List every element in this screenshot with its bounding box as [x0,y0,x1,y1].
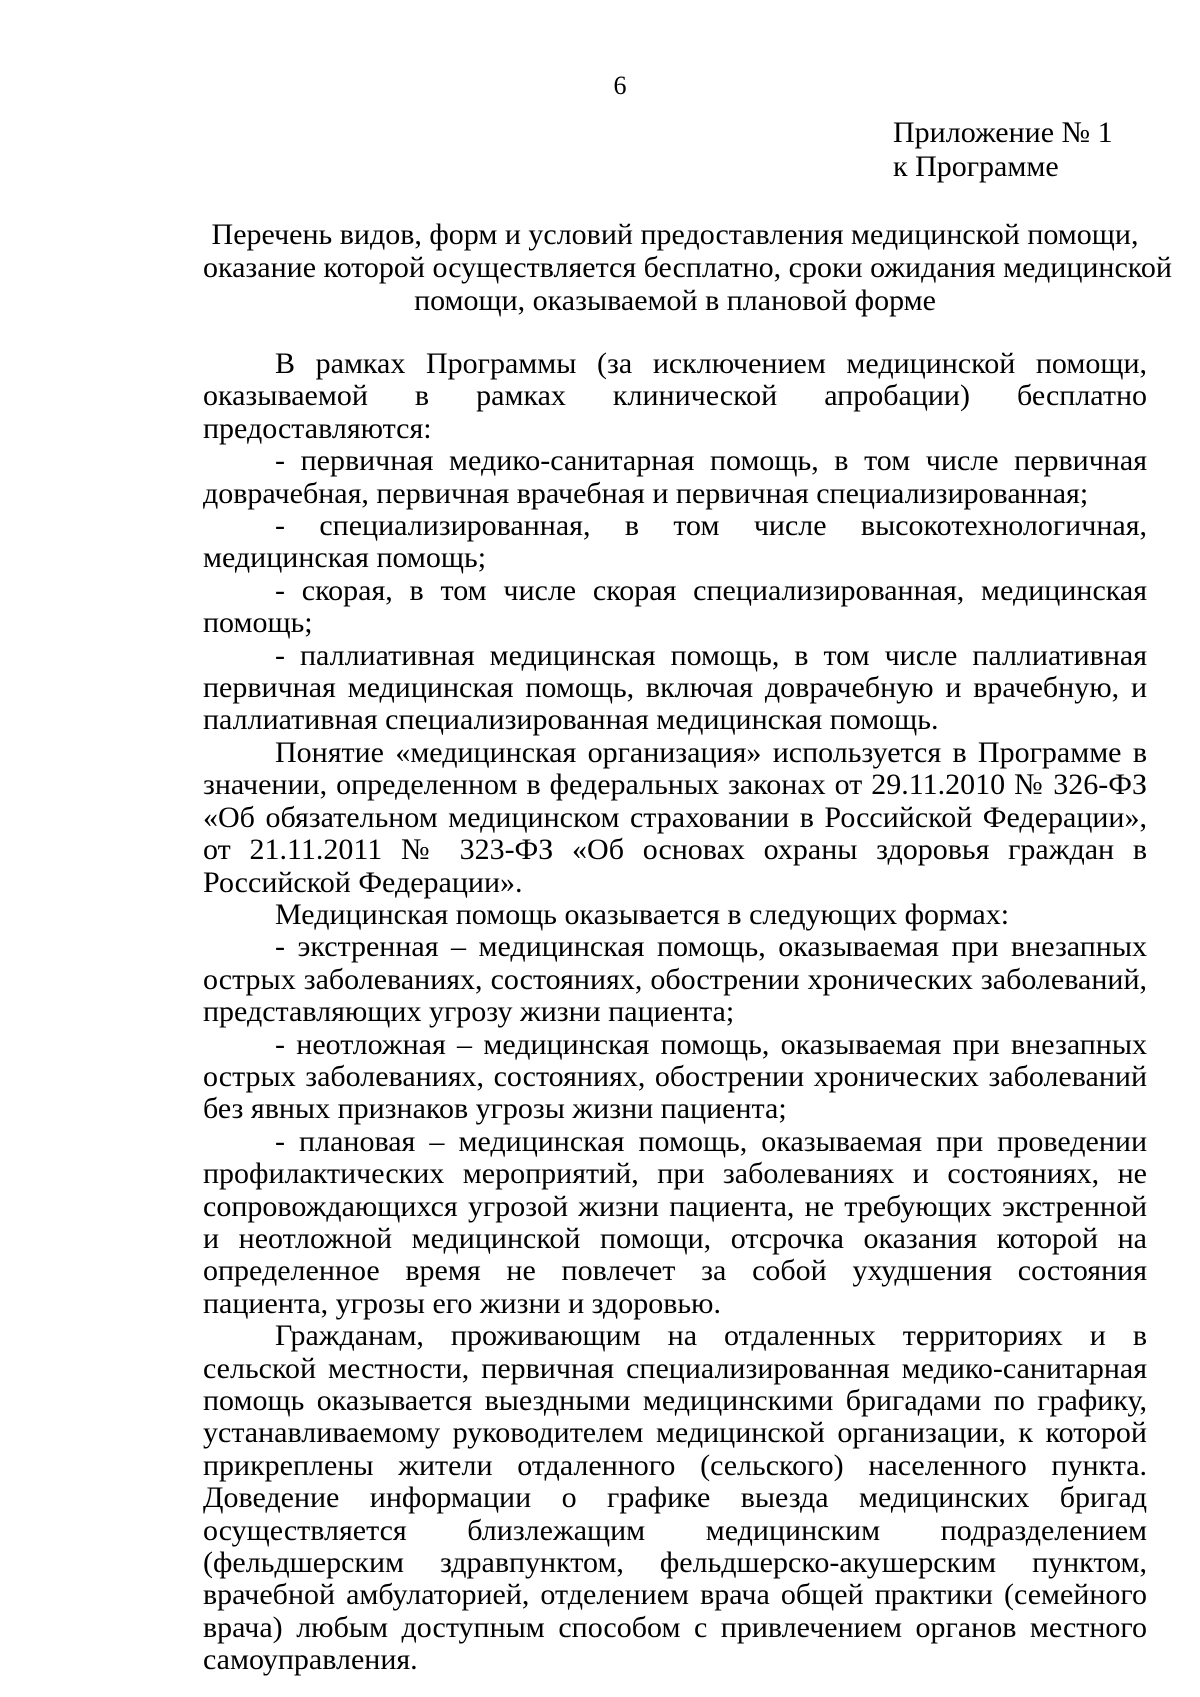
appendix-header [893,116,1193,184]
list-item-specialized-care: - специализированная, в том числе высокотехнологичная, медицинская помощь; [203,509,1147,575]
paragraph: В рамках Программы (за исключением медицинской помощи, оказываемой в рамках клинической апробации) бесплатно предоставляются: [203,347,1147,445]
appendix-line-1: Приложение № 1 [893,116,1113,149]
list-item-planned-form: - плановая – медицинская помощь, оказываемая при проведении профилактических мероприятий, при заболеваниях и состояниях, не сопровождающихся угрозой жизни пациента, не требующих экстренной и неотложной медицинской помощи, отсрочка оказания которой на определенное время не повлечет за собой ухудшения состояния пациента, угрозы его жизни и здоровью. [203,1124,1147,1320]
list-item-non-urgent-form: - неотложная – медицинская помощь, оказываемая при внезапных острых заболеваниях, состояниях, обострении хронических заболеваний без явных признаков угрозы жизни пациента; [203,1027,1147,1126]
list-item-emergency-care: - скорая, в том числе скорая специализированная, медицинская помощь; [203,573,1147,640]
page-number: 6 [613,71,627,100]
title-line-3: помощи, оказываемой в плановой форме [414,284,936,317]
paragraph: Медицинская помощь оказывается в следующих формах: [275,897,1010,931]
appendix-line-2: к Программе [893,150,1059,183]
title-line-2: оказание которой осуществляется бесплатно, сроки ожидания медицинской [203,251,1172,284]
list-item-palliative-care: - паллиативная медицинская помощь, в том числе паллиативная первичная медицинская помощь, включая доврачебную и врачебную, и паллиативная специализированная медицинская помощь. [203,638,1147,737]
document-title [203,218,1172,317]
paragraph: Понятие «медицинская организация» используется в Программе в значении, определенном в федеральных законах от 29.11.2010 № 326-ФЗ «Об обязательном медицинском страховании в Российской Федерации», от 21.11.2011 № 323-ФЗ «Об основах охраны здоровья граждан в Российской Федерации». [203,735,1147,899]
title-line-1: Перечень видов, форм и условий предоставления медицинской помощи, [211,218,1139,251]
list-item-urgent-form: - экстренная – медицинская помощь, оказываемая при внезапных острых заболеваниях, состояниях, обострении хронических заболеваний, представляющих угрозу жизни пациента; [203,930,1147,1029]
list-item-primary-care: - первичная медико-санитарная помощь, в том числе первичная доврачебная, первичная врачебная и первичная специализированная; [203,444,1147,510]
paragraph: Гражданам, проживающим на отдаленных территориях и в сельской местности, первичная специализированная медико-санитарная помощь оказывается выездными медицинскими бригадами по графику, устанавливаемому руководителем медицинской организации, к которой прикреплены жители отдаленного (сельского) населенного пункта. Доведение информации о графике выезда медицинских бригад осуществляется близлежащим медицинским подразделением (фельдшерским здравпунктом, фельдшерско-акушерским пунктом, врачебной амбулаторией, отделением врача общей практики (семейного врача) любым доступным способом с привлечением органов местного самоуправления. [203,1319,1147,1677]
document-body [203,348,1147,1677]
